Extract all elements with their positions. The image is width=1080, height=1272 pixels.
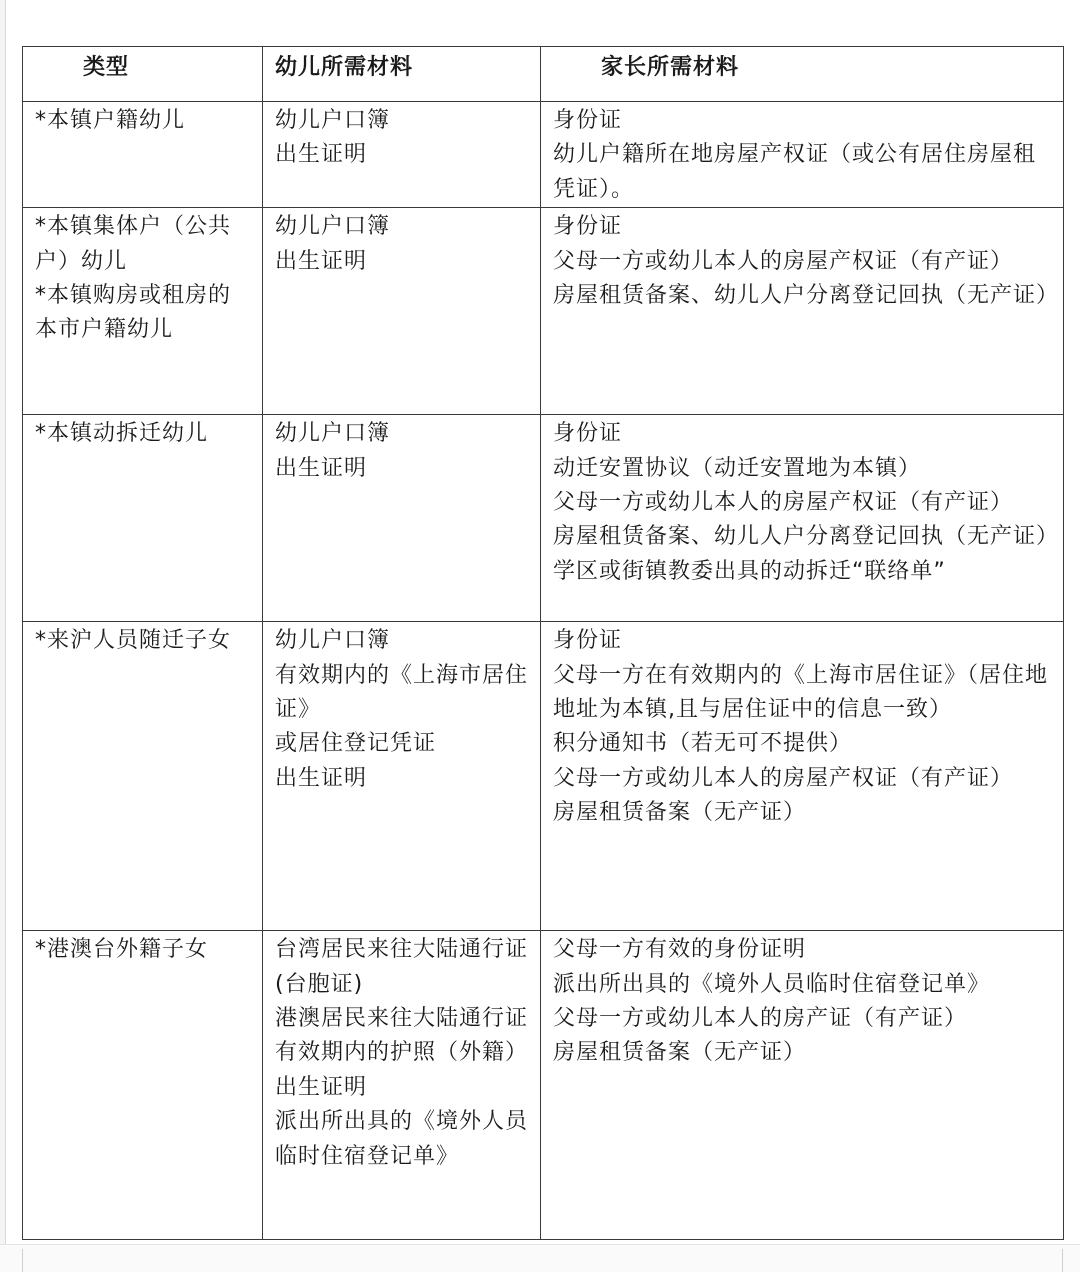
child-line: 出生证明: [275, 765, 368, 791]
child-line: 出生证明: [275, 1074, 368, 1100]
materials-table: [22, 46, 1064, 1240]
parent-line: 父母一方或幼儿本人的房屋产权证（有产证）: [553, 490, 1014, 516]
parent-line: 父母一方或幼儿本人的房屋产权证（有产证）: [553, 765, 1014, 791]
parent-line: 父母一方或幼儿本人的房屋产权证（有产证）: [553, 248, 1014, 274]
table-row: [23, 622, 1064, 931]
child-line: 有效期内的《上海市居住证》: [275, 662, 529, 723]
parent-line: 身份证: [553, 214, 623, 240]
child-line: 派出所出具的《境外人员临时住宿登记单》: [275, 1109, 529, 1169]
header-parent-materials: 家长所需材料: [541, 47, 1064, 102]
page-footer-edge: [0, 1244, 1080, 1272]
type-line: *本镇动拆迁幼儿: [35, 421, 209, 447]
child-line: 或居住登记凭证: [275, 731, 437, 757]
parent-line: 学区或街镇教委出具的动拆迁“联络单”: [553, 558, 946, 584]
type-line: *港澳台外籍子女: [35, 937, 209, 963]
table-row: [23, 415, 1064, 622]
child-line: 出生证明: [275, 248, 368, 274]
type-cell: [23, 622, 263, 931]
child-line: 台湾居民来往大陆通行证(台胞证): [275, 937, 529, 997]
child-line: 有效期内的护照（外籍）: [275, 1040, 529, 1066]
parent-line: 房屋租赁备案（无产证）: [553, 1040, 807, 1066]
page-corner-mark-left: [22, 1249, 23, 1272]
table-row: [23, 102, 1064, 208]
parent-line: 身份证: [553, 108, 623, 133]
parent-line: 幼儿户籍所在地房屋产权证（或公有居住房屋租凭证）。: [553, 142, 1037, 202]
type-cell: [23, 208, 263, 415]
type-line: *本镇集体户（公共户）幼儿: [35, 214, 232, 274]
table-row: [23, 931, 1064, 1240]
type-line: *本镇户籍幼儿: [35, 108, 186, 133]
child-line: 出生证明: [275, 455, 368, 481]
type-cell: [23, 931, 263, 1240]
parent-line: 房屋租赁备案、幼儿人户分离登记回执（无产证）: [553, 524, 1060, 550]
page-edge: [0, 0, 6, 1271]
parent-line: 父母一方有效的身份证明: [553, 937, 807, 963]
child-line: 幼儿户口簿: [275, 628, 391, 654]
parent-cell: [541, 102, 1064, 208]
parent-line: 房屋租赁备案、幼儿人户分离登记回执（无产证）: [553, 283, 1060, 309]
child-cell: [263, 208, 541, 415]
child-cell: [263, 102, 541, 208]
parent-cell: [541, 415, 1064, 622]
header-row: [23, 47, 1064, 102]
child-cell: [263, 415, 541, 622]
parent-line: 动迁安置协议（动迁安置地为本镇）: [553, 455, 922, 481]
header-child-materials: 幼儿所需材料: [263, 47, 541, 102]
child-line: 出生证明: [275, 142, 368, 168]
parent-line: 父母一方在有效期内的《上海市居住证》（居住地地址为本镇,且与居住证中的信息一致）: [553, 662, 1049, 723]
child-line: 幼儿户口簿: [275, 108, 391, 133]
child-cell: [263, 622, 541, 931]
child-line: 幼儿户口簿: [275, 421, 391, 447]
parent-line: 积分通知书（若无可不提供）: [553, 731, 853, 757]
parent-line: 派出所出具的《境外人员临时住宿登记单》: [553, 971, 991, 997]
child-cell: [263, 931, 541, 1240]
type-line: *本镇购房或租房的本市户籍幼儿: [35, 283, 232, 343]
header-type: 类型: [23, 47, 263, 102]
type-line: *来沪人员随迁子女: [35, 628, 232, 654]
parent-line: 父母一方或幼儿本人的房产证（有产证）: [553, 1006, 968, 1032]
parent-line: 身份证: [553, 421, 623, 447]
parent-cell: [541, 208, 1064, 415]
parent-cell: [541, 931, 1064, 1240]
child-line: 幼儿户口簿: [275, 214, 391, 240]
parent-line: 房屋租赁备案（无产证）: [553, 800, 807, 826]
parent-cell: [541, 622, 1064, 931]
type-cell: [23, 415, 263, 622]
parent-line: 身份证: [553, 628, 623, 654]
child-line: 港澳居民来往大陆通行证: [275, 1006, 529, 1032]
table-row: [23, 208, 1064, 415]
page-corner-mark-right: [1062, 1249, 1063, 1272]
type-cell: [23, 102, 263, 208]
